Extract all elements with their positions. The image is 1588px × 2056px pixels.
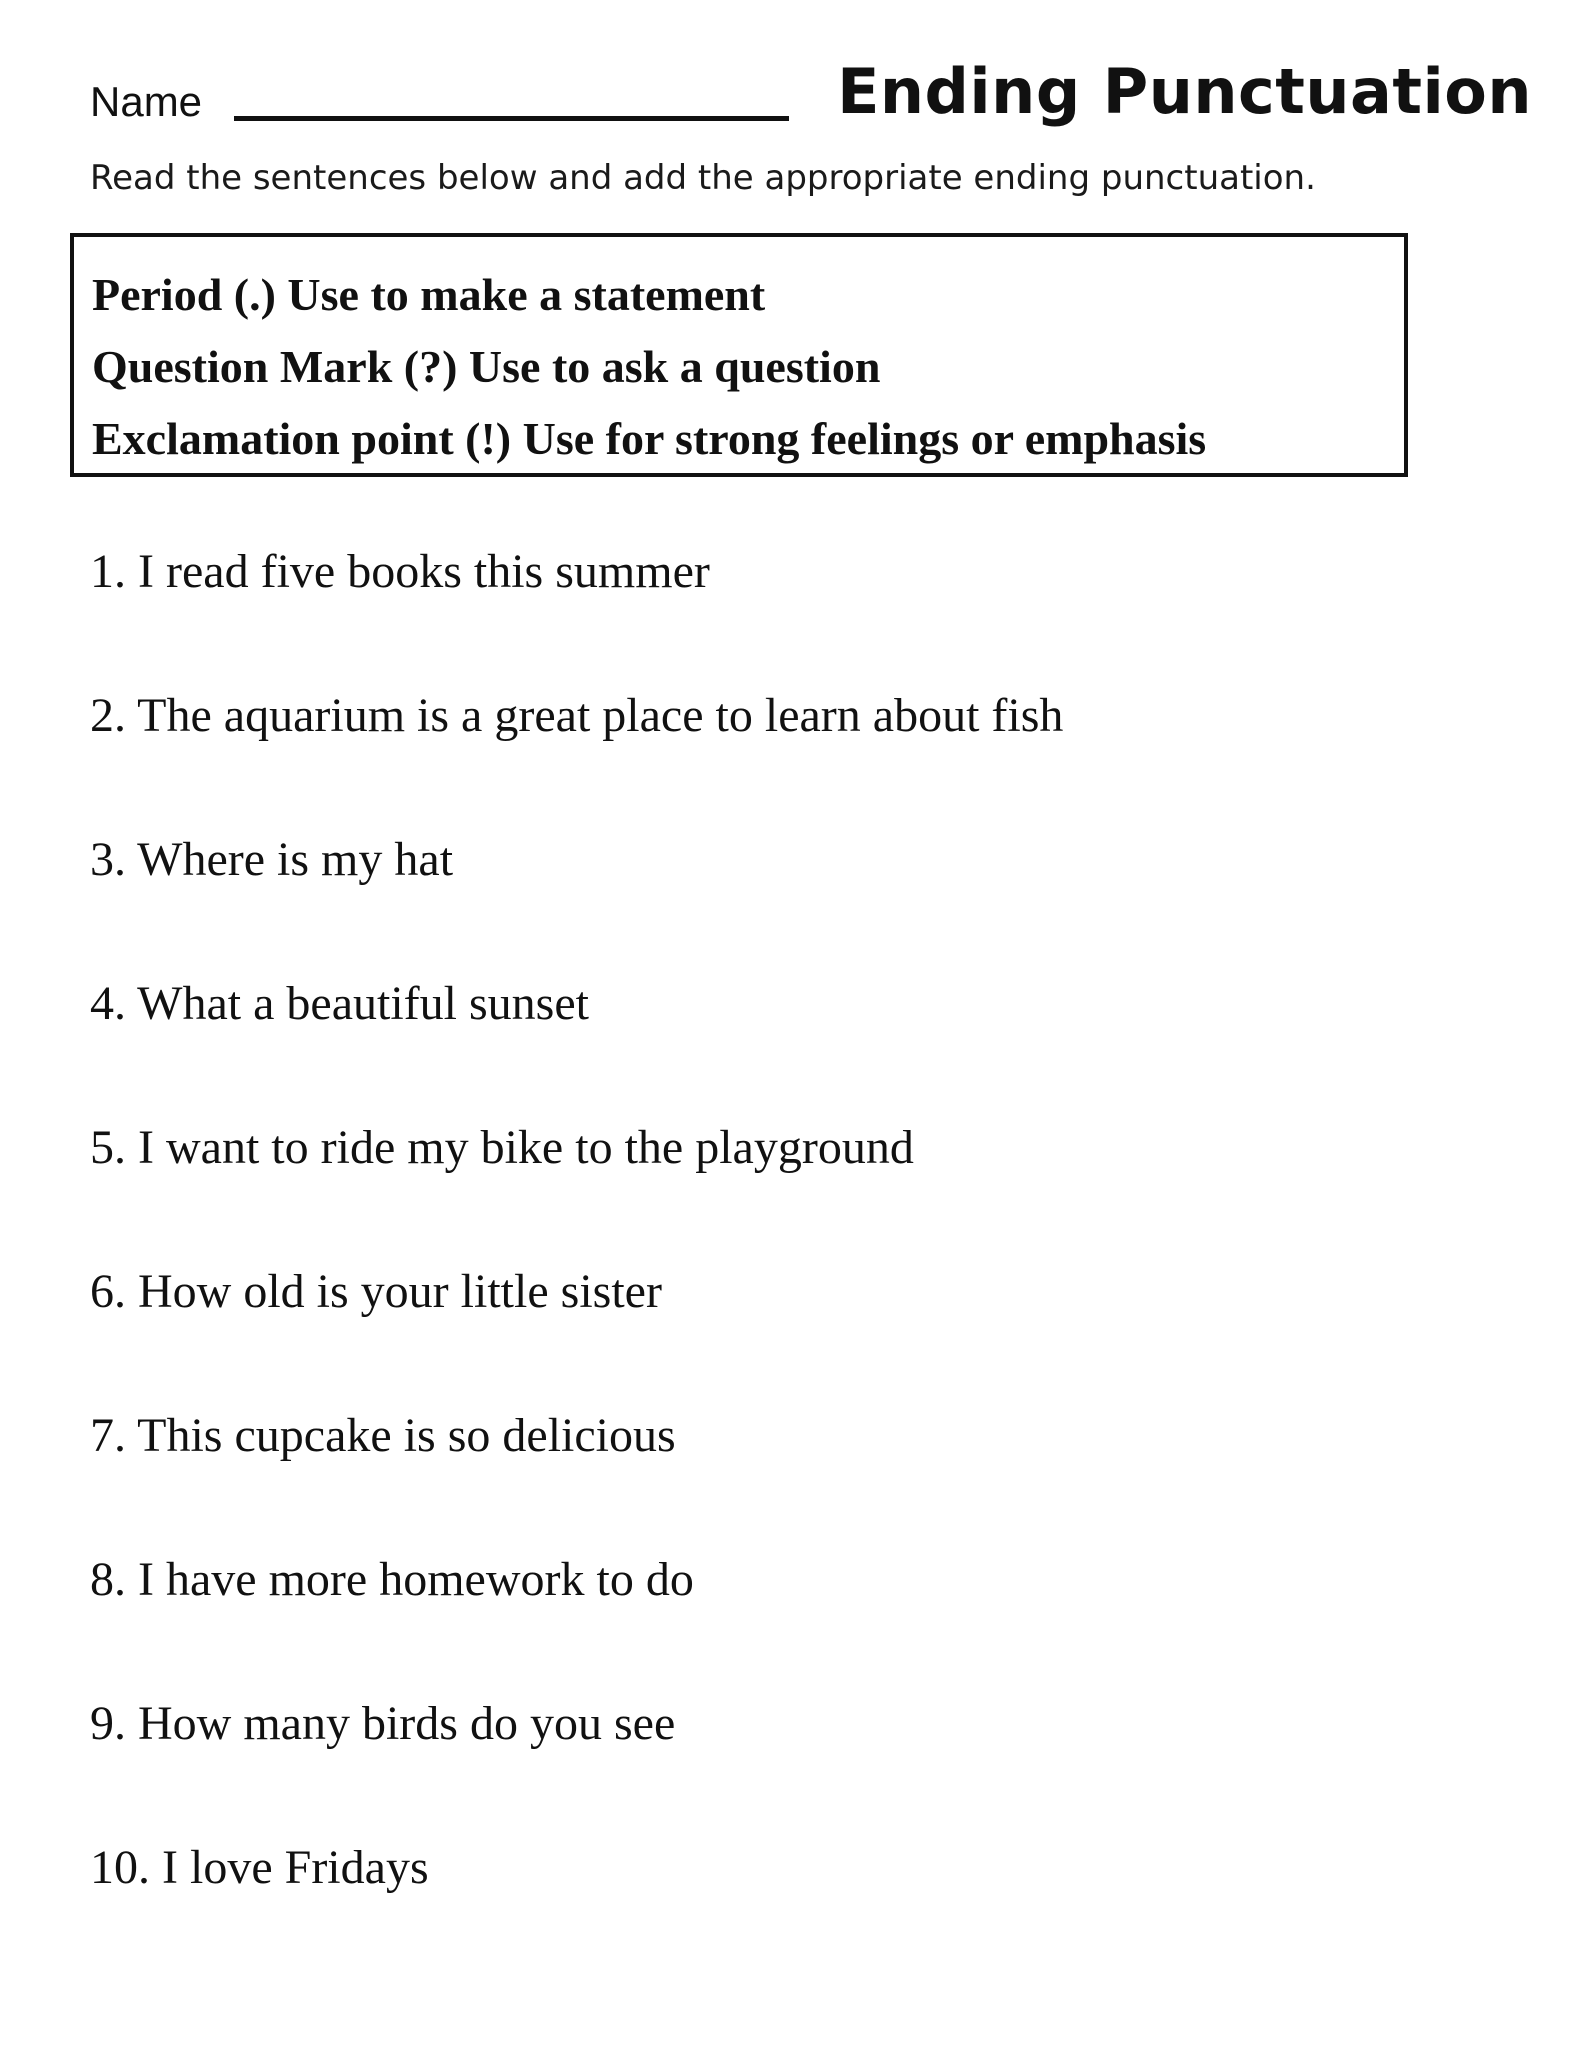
sentence-item: 10. I love Fridays bbox=[90, 1841, 429, 1894]
sentence-item: 5. I want to ride my bike to the playground bbox=[90, 1121, 914, 1174]
instructions-text: Read the sentences below and add the appropriate ending punctuation. bbox=[90, 158, 1316, 198]
sentence-item: 2. The aquarium is a great place to learn about fish bbox=[90, 689, 1064, 742]
rule-question-mark: Question Mark (?) Use to ask a question bbox=[92, 341, 881, 392]
sentence-item: 4. What a beautiful sunset bbox=[90, 977, 589, 1030]
sentence-item: 7. This cupcake is so delicious bbox=[90, 1409, 676, 1462]
name-label: Name bbox=[90, 78, 203, 125]
sentence-item: 3. Where is my hat bbox=[90, 833, 454, 886]
punctuation-rules-box bbox=[70, 233, 1408, 477]
sentence-item: 6. How old is your little sister bbox=[90, 1265, 662, 1318]
worksheet-title: Ending Punctuation bbox=[837, 55, 1532, 128]
rule-period: Period (.) Use to make a statement bbox=[92, 269, 766, 320]
sentence-item: 1. I read five books this summer bbox=[90, 545, 710, 598]
sentence-item: 9. How many birds do you see bbox=[90, 1697, 676, 1750]
rule-exclamation-point: Exclamation point (!) Use for strong feelings or emphasis bbox=[92, 413, 1207, 464]
sentence-item: 8. I have more homework to do bbox=[90, 1553, 694, 1606]
sentence-list bbox=[90, 536, 1063, 1976]
name-blank-line[interactable] bbox=[234, 116, 789, 121]
